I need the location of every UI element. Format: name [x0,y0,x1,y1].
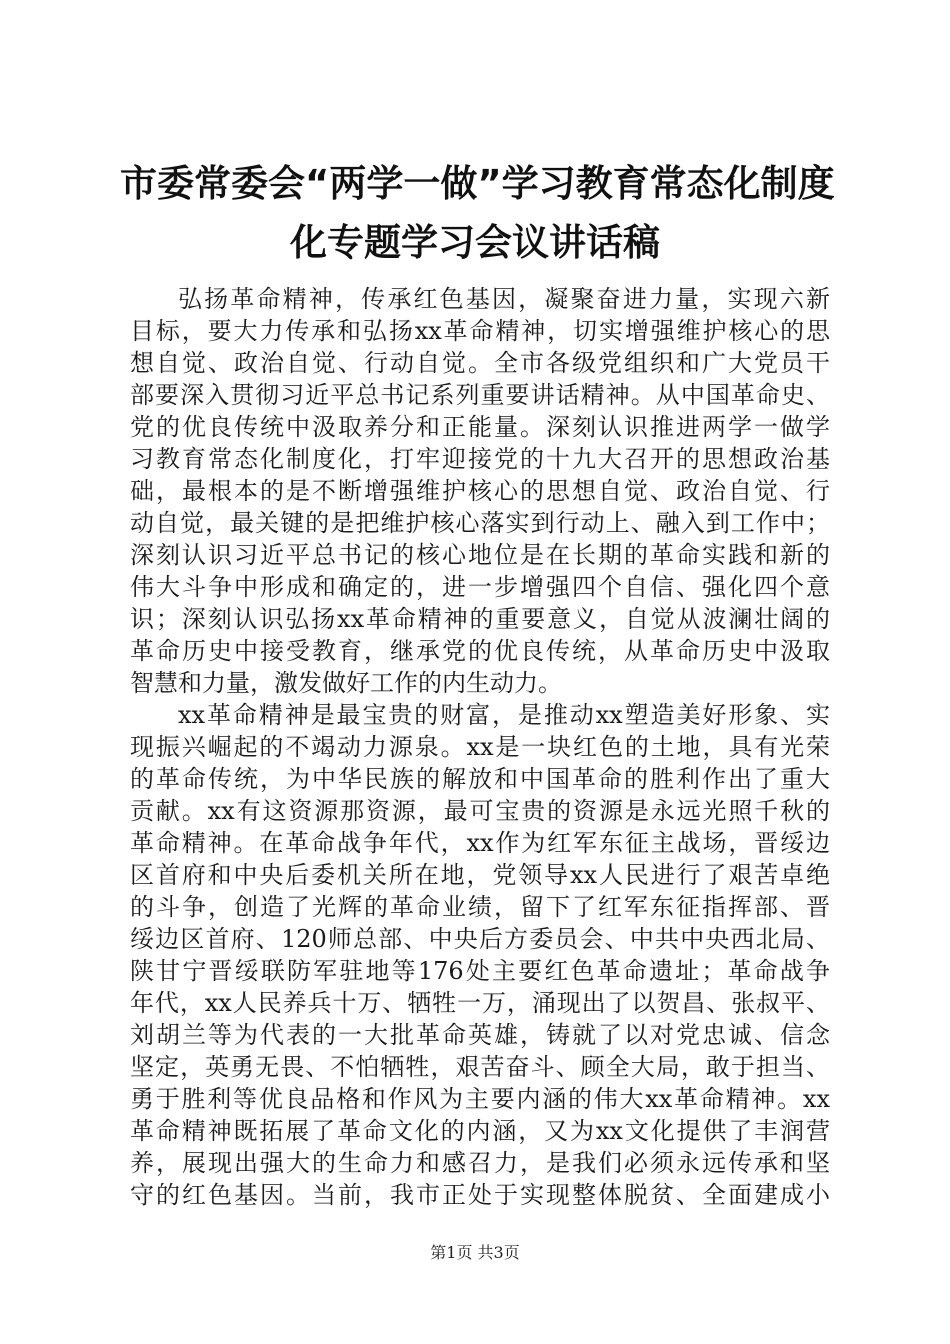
paragraph-line: 陕甘宁晋绥联防军驻地等176处主要红色革命遗址；革命战争 [130,957,830,985]
paragraph-line: 区首府和中央后委机关所在地，党领导xx人民进行了艰苦卓绝 [130,861,830,889]
paragraph-line: 想自觉、政治自觉、行动自觉。全市各级党组织和广大党员干 [130,349,830,377]
paragraph-line: 伟大斗争中形成和确定的，进一步增强四个自信、强化四个意 [130,573,830,601]
paragraph-line: 贡献。xx有这资源那资源，最可宝贵的资源是永远光照千秋的 [130,797,830,825]
paragraph-line: 目标，要大力传承和弘扬xx革命精神，切实增强维护核心的思 [130,317,830,345]
paragraph-line: 识；深刻认识弘扬xx革命精神的重要意义，自觉从波澜壮阔的 [130,605,830,633]
paragraph-line: 础，最根本的是不断增强维护核心的思想自觉、政治自觉、行 [130,477,830,505]
page-number-footer: 第1页 共3页 [430,1243,520,1262]
paragraph-line: xx革命精神是最宝贵的财富，是推动xx塑造美好形象、实 [178,701,830,729]
paragraph-line: 习教育常态化制度化，打牢迎接党的十九大召开的思想政治基 [130,445,830,473]
paragraph-line: 革命精神。在革命战争年代，xx作为红军东征主战场，晋绥边 [130,829,830,857]
paragraph-line: 革命历史中接受教育，继承党的优良传统，从革命历史中汲取 [130,637,830,665]
paragraph-line: 坚定，英勇无畏、不怕牺牲，艰苦奋斗、顾全大局，敢于担当、 [130,1053,830,1081]
paragraph-line: 养，展现出强大的生命力和感召力，是我们必须永远传承和坚 [130,1149,830,1177]
paragraph-line: 的革命传统，为中华民族的解放和中国革命的胜利作出了重大 [130,765,830,793]
paragraph-line: 年代，xx人民养兵十万、牺牲一万，涌现出了以贺昌、张叔平、 [130,989,830,1017]
paragraph-line: 现振兴崛起的不竭动力源泉。xx是一块红色的土地，具有光荣 [130,733,830,761]
paragraph-line: 守的红色基因。当前，我市正处于实现整体脱贫、全面建成小 [130,1181,830,1209]
paragraph-line: 勇于胜利等优良品格和作风为主要内涵的伟大xx革命精神。xx [130,1085,830,1113]
paragraph-line: 党的优良传统中汲取养分和正能量。深刻认识推进两学一做学 [130,413,830,441]
paragraph-line: 智慧和力量，激发做好工作的内生动力。 [130,669,562,697]
document-title-line-2: 化专题学习会议讲话稿 [290,221,660,264]
paragraph-line: 部要深入贯彻习近平总书记系列重要讲话精神。从中国革命史、 [130,381,830,409]
paragraph-line: 绥边区首府、120师总部、中央后方委员会、中共中央西北局、 [130,925,830,953]
document-body [130,283,830,1211]
paragraph-line: 弘扬革命精神，传承红色基因，凝聚奋进力量，实现六新 [178,285,830,313]
paragraph-line: 刘胡兰等为代表的一大批革命英雄，铸就了以对党忠诚、信念 [130,1021,830,1049]
document-title-line-1: 市委常委会“两学一做”学习教育常态化制度 [120,162,835,205]
paragraph-line: 动自觉，最关键的是把维护核心落实到行动上、融入到工作中； [130,509,830,537]
paragraph-line: 深刻认识习近平总书记的核心地位是在长期的革命实践和新的 [130,541,830,569]
paragraph-line: 的斗争，创造了光辉的革命业绩，留下了红军东征指挥部、晋 [130,893,830,921]
paragraph-line: 革命精神既拓展了革命文化的内涵，又为xx文化提供了丰润营 [130,1117,830,1145]
